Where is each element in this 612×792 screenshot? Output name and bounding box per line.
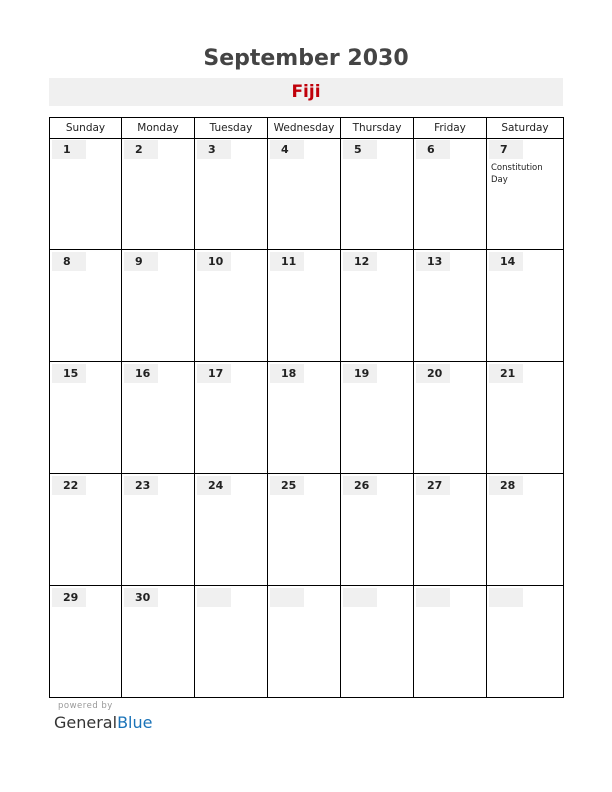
day-number: 18 bbox=[270, 364, 304, 383]
day-number: 1 bbox=[52, 140, 86, 159]
brand-part-blue: Blue bbox=[117, 713, 153, 732]
day-cell[interactable] bbox=[49, 474, 121, 586]
day-cell[interactable] bbox=[486, 138, 564, 250]
week-row bbox=[49, 362, 564, 474]
weekday-header-row bbox=[49, 117, 564, 138]
day-number: 17 bbox=[197, 364, 231, 383]
day-cell[interactable] bbox=[340, 362, 413, 474]
day-number: 29 bbox=[52, 588, 86, 607]
weekday-header-saturday: Saturday bbox=[486, 117, 564, 139]
weekday-header-friday: Friday bbox=[413, 117, 486, 139]
day-number: 3 bbox=[197, 140, 231, 159]
day-cell[interactable] bbox=[413, 586, 486, 698]
day-number: 26 bbox=[343, 476, 377, 495]
holiday-label: Constitution Day bbox=[491, 163, 543, 185]
calendar-title: September 2030 bbox=[203, 46, 409, 71]
brand-part-general: General bbox=[54, 713, 118, 732]
day-number bbox=[197, 588, 231, 607]
day-number: 22 bbox=[52, 476, 86, 495]
country-name: Fiji bbox=[291, 82, 321, 102]
day-number: 6 bbox=[416, 140, 450, 159]
day-number: 23 bbox=[124, 476, 158, 495]
day-cell[interactable] bbox=[49, 362, 121, 474]
day-cell[interactable] bbox=[49, 138, 121, 250]
day-cell[interactable] bbox=[486, 250, 564, 362]
day-number: 14 bbox=[489, 252, 523, 271]
day-cell[interactable] bbox=[194, 362, 267, 474]
day-number: 19 bbox=[343, 364, 377, 383]
day-number bbox=[343, 588, 377, 607]
day-number bbox=[489, 588, 523, 607]
day-cell[interactable] bbox=[486, 362, 564, 474]
day-cell[interactable] bbox=[267, 250, 340, 362]
powered-by-label: powered by bbox=[58, 701, 113, 711]
day-cell[interactable] bbox=[413, 474, 486, 586]
day-cell[interactable] bbox=[413, 250, 486, 362]
day-number: 7 bbox=[489, 140, 523, 159]
day-cell[interactable] bbox=[340, 138, 413, 250]
day-number: 21 bbox=[489, 364, 523, 383]
day-number: 24 bbox=[197, 476, 231, 495]
generalblue-logo[interactable] bbox=[54, 713, 152, 732]
day-cell[interactable] bbox=[194, 138, 267, 250]
weekday-header-thursday: Thursday bbox=[340, 117, 413, 139]
week-row bbox=[49, 586, 564, 698]
day-cell[interactable] bbox=[121, 474, 194, 586]
week-row bbox=[49, 474, 564, 586]
day-cell[interactable] bbox=[486, 586, 564, 698]
day-number: 10 bbox=[197, 252, 231, 271]
day-cell[interactable] bbox=[121, 250, 194, 362]
weekday-header-monday: Monday bbox=[121, 117, 194, 139]
day-number: 2 bbox=[124, 140, 158, 159]
day-cell[interactable] bbox=[413, 362, 486, 474]
day-cell[interactable] bbox=[340, 474, 413, 586]
day-cell[interactable] bbox=[121, 138, 194, 250]
day-cell[interactable] bbox=[486, 474, 564, 586]
day-number: 4 bbox=[270, 140, 304, 159]
day-number bbox=[270, 588, 304, 607]
day-cell[interactable] bbox=[413, 138, 486, 250]
day-number: 11 bbox=[270, 252, 304, 271]
day-number: 16 bbox=[124, 364, 158, 383]
day-number: 12 bbox=[343, 252, 377, 271]
day-cell[interactable] bbox=[49, 586, 121, 698]
day-cell[interactable] bbox=[194, 250, 267, 362]
day-number: 28 bbox=[489, 476, 523, 495]
day-number: 27 bbox=[416, 476, 450, 495]
day-number: 9 bbox=[124, 252, 158, 271]
day-number: 15 bbox=[52, 364, 86, 383]
day-number: 25 bbox=[270, 476, 304, 495]
day-number: 30 bbox=[124, 588, 158, 607]
day-cell[interactable] bbox=[194, 586, 267, 698]
month-calendar-grid bbox=[49, 117, 564, 697]
weekday-header-wednesday: Wednesday bbox=[267, 117, 340, 139]
day-cell[interactable] bbox=[267, 138, 340, 250]
day-number: 5 bbox=[343, 140, 377, 159]
country-banner bbox=[49, 78, 563, 106]
day-cell[interactable] bbox=[267, 586, 340, 698]
day-cell[interactable] bbox=[121, 586, 194, 698]
day-cell[interactable] bbox=[267, 474, 340, 586]
day-number: 13 bbox=[416, 252, 450, 271]
day-number bbox=[416, 588, 450, 607]
day-cell[interactable] bbox=[267, 362, 340, 474]
day-number: 20 bbox=[416, 364, 450, 383]
day-cell[interactable] bbox=[340, 250, 413, 362]
day-cell[interactable] bbox=[194, 474, 267, 586]
week-row bbox=[49, 250, 564, 362]
day-cell[interactable] bbox=[49, 250, 121, 362]
day-number: 8 bbox=[52, 252, 86, 271]
day-cell[interactable] bbox=[121, 362, 194, 474]
day-cell[interactable] bbox=[340, 586, 413, 698]
week-row bbox=[49, 138, 564, 250]
weekday-header-tuesday: Tuesday bbox=[194, 117, 267, 139]
weekday-header-sunday: Sunday bbox=[49, 117, 121, 139]
